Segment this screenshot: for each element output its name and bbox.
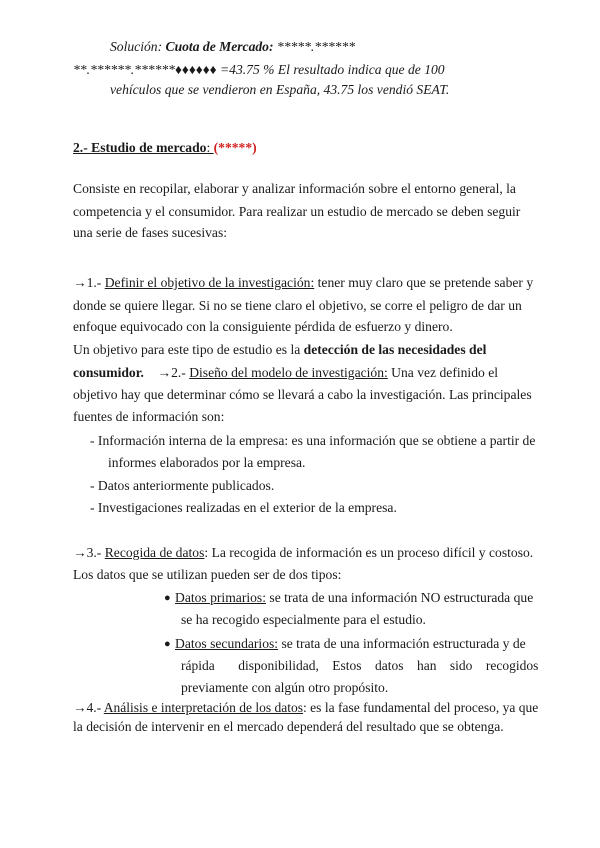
bullet2-line-3: previamente con algún otro propósito. xyxy=(181,680,389,695)
bullet2-title: Datos secundarios: xyxy=(175,636,279,651)
objective-dot: . xyxy=(140,365,144,380)
solution-label: Solución: xyxy=(110,39,166,54)
bullet-dot-icon: ● xyxy=(164,592,171,604)
step1-line-3: enfoque equivocado con la consiguiente pérdida de esfuerzo y dinero. xyxy=(73,319,453,334)
step1-line-2: donde se quiere llegar. Si no se tiene claro el objetivo, se corre el peligro de dar un xyxy=(73,298,522,313)
step3-line-1 xyxy=(73,542,533,565)
objective-text-a: Un objetivo para este tipo de estudio es la xyxy=(73,342,304,357)
source-item-3: - Investigaciones realizadas en el exterior de la empresa. xyxy=(90,500,397,515)
step4-arrow: →4.- xyxy=(73,700,104,715)
intro-line-1: Consiste en recopilar, elaborar y analizar información sobre el entorno general, la xyxy=(73,181,516,196)
step2-title: Diseño del modelo de investigación: xyxy=(189,365,388,380)
step1-arrow: →1.- xyxy=(73,275,105,290)
step4-title: Análisis e interpretación de los datos xyxy=(103,700,304,715)
objective-line-2 xyxy=(73,362,498,385)
source-item-1-b: informes elaborados por la empresa. xyxy=(108,455,306,470)
step1-text-a: tener muy claro que se pretende saber y xyxy=(314,275,534,290)
source-item-1-a: - Información interna de la empresa: es una información que se obtiene a partir de xyxy=(90,433,536,448)
solution-result-b: vehículos que se vendieron en España, 43.75 los vendió SEAT. xyxy=(110,82,450,97)
bullet1-text-a: se trata de una información NO estructurada que xyxy=(266,590,534,605)
step2-arrow: →2.- xyxy=(157,365,190,380)
step3-line-2: Los datos que se utilizan pueden ser de dos tipos: xyxy=(73,567,342,582)
bullet2-text-a: se trata de una información estructurada y de xyxy=(278,636,526,651)
objective-line-1 xyxy=(73,339,486,362)
solution-result-a: =43.75 % El resultado indica que de 100 xyxy=(216,62,445,77)
solution-formula-top: *****.****** xyxy=(276,39,356,54)
bullet1-line-2: se ha recogido especialmente para el estudio. xyxy=(181,612,426,627)
objective-bold-b: consumidor xyxy=(73,365,141,380)
step1-title: Definir el objetivo de la investigación: xyxy=(104,275,315,290)
section-stars: (*****) xyxy=(213,140,257,155)
step1-line-1 xyxy=(73,272,533,295)
step2-text-a: Una vez definido el xyxy=(387,365,498,380)
step2-line-2: objetivo hay que determinar cómo se llevará a cabo la investigación. Las principales xyxy=(73,387,532,402)
bullet1-line-1 xyxy=(175,587,533,610)
source-item-2: - Datos anteriormente publicados. xyxy=(90,478,275,493)
step3-arrow: →3.- xyxy=(73,545,105,560)
solution-line-1 xyxy=(110,36,355,59)
step3-title: Recogida de datos xyxy=(104,545,205,560)
solution-title: Cuota de Mercado: xyxy=(165,39,274,54)
step4-text-a: : es la fase fundamental del proceso, ya que xyxy=(303,700,539,715)
bullet-dot-icon: ● xyxy=(164,638,171,650)
step4-line-2: la decisión de intervenir en el mercado dependerá del resultado que se obtenga. xyxy=(73,719,504,734)
bullet2-line-1 xyxy=(175,633,526,656)
bullet2-line-2: rápida disponibilidad, Estos datos han sido recogidos xyxy=(181,658,539,673)
bullet1-title: Datos primarios: xyxy=(175,590,266,605)
intro-line-2: competencia y el consumidor. Para realizar un estudio de mercado se deben seguir xyxy=(73,204,521,219)
solution-formula-bottom: **.******.******♦♦♦♦♦♦ xyxy=(73,62,217,77)
section-colon: : xyxy=(206,140,214,155)
section-number: 2.- xyxy=(73,140,92,155)
step3-text-a: : La recogida de información es un proceso difícil y costoso. xyxy=(204,545,534,560)
step2-line-3: fuentes de información son: xyxy=(73,409,225,424)
section-heading xyxy=(73,137,257,160)
section-title: Estudio de mercado xyxy=(91,140,207,155)
objective-bold-a: detección de las necesidades del xyxy=(303,342,487,357)
intro-line-3: una serie de fases sucesivas: xyxy=(73,225,228,240)
